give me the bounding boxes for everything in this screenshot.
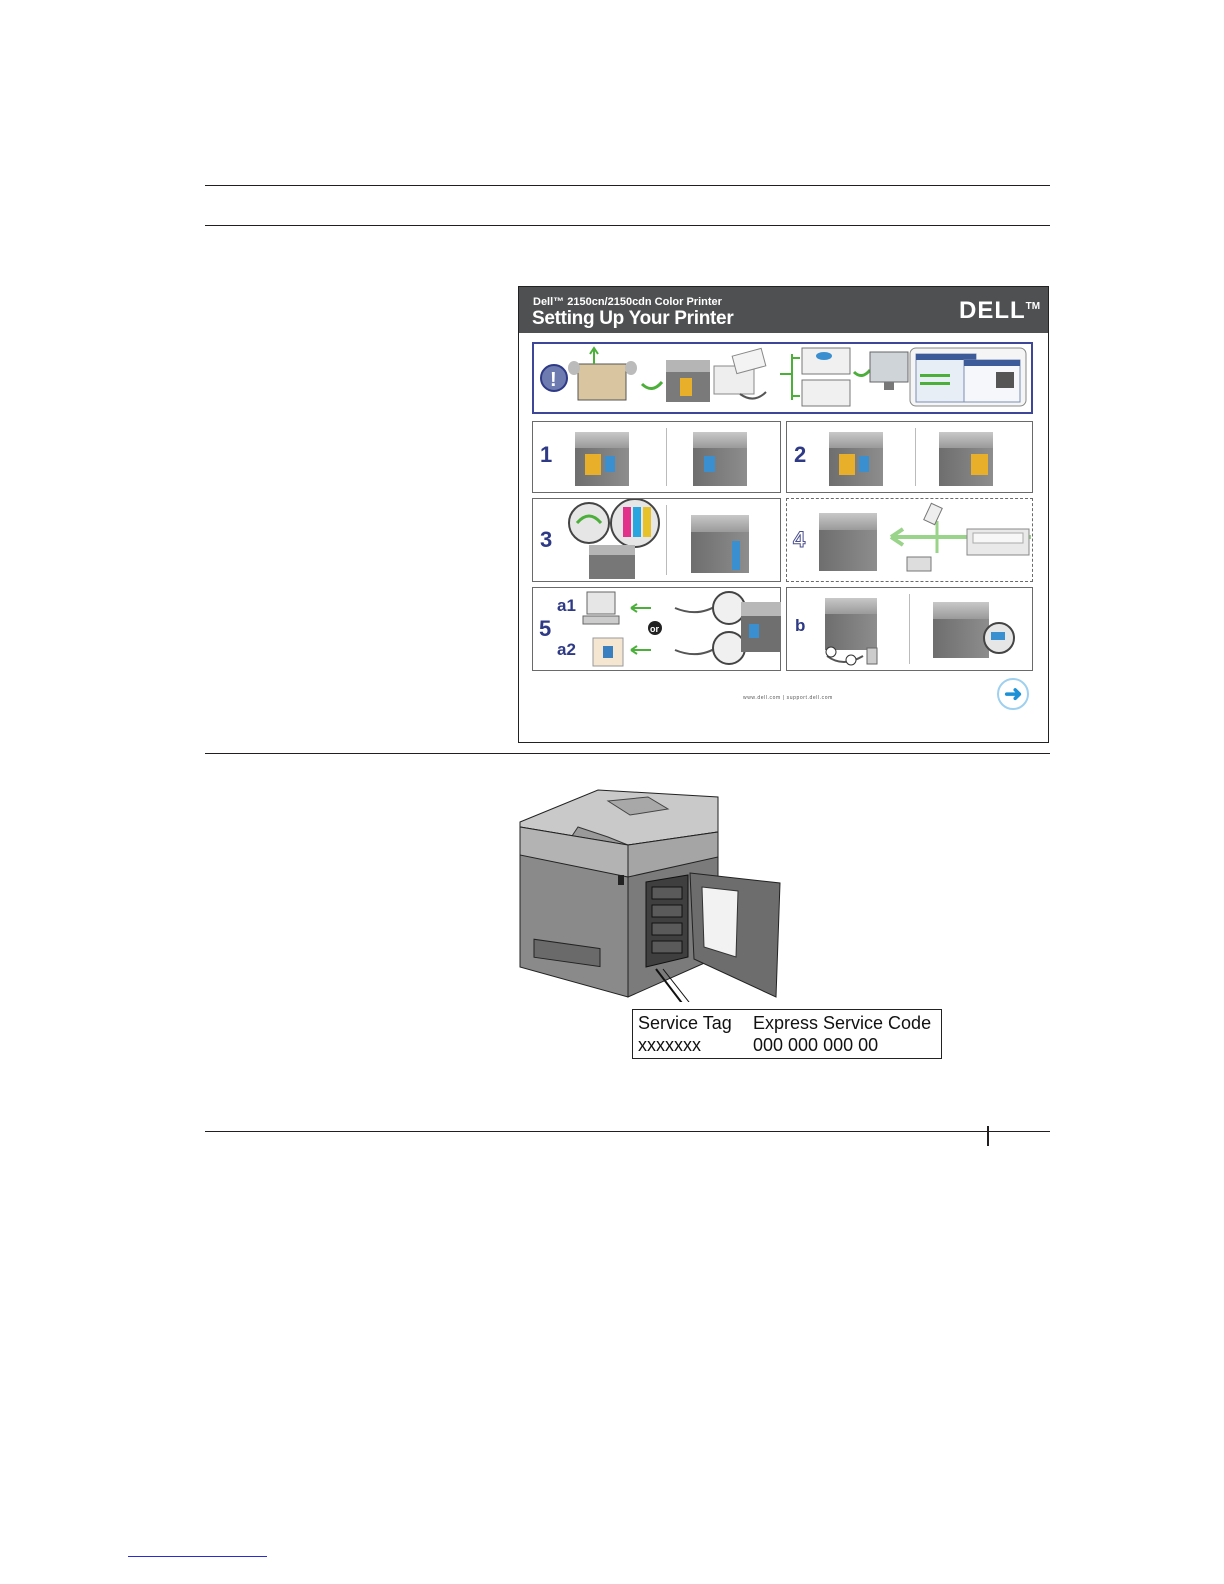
rule-top [205, 185, 1050, 186]
toner-install-illustration [567, 499, 677, 581]
step-5-number: 5 [539, 616, 552, 641]
rule-header-bottom [205, 225, 1050, 226]
step-b-label: b [795, 616, 806, 635]
svg-text:!: ! [550, 369, 557, 391]
footer-link-underline[interactable] [128, 1556, 267, 1557]
step-4-panel [786, 498, 1033, 582]
poster-title: Setting Up Your Printer [532, 308, 734, 329]
step-3-panel [532, 498, 781, 582]
service-tag-label [632, 1009, 942, 1059]
rule-mid [205, 753, 1050, 754]
printer-icon [933, 602, 989, 658]
printer-service-tag-illustration [518, 787, 782, 1002]
setup-poster-image [518, 286, 1049, 743]
express-service-code-value: 000 000 000 00 [753, 1035, 879, 1055]
rule-bottom [205, 1131, 1050, 1132]
page-number-marker [987, 1126, 989, 1146]
or-label: or [650, 624, 659, 634]
power-switch-icon [983, 622, 1015, 654]
poster-url: www.dell.com | support.dell.com [743, 695, 833, 701]
printer-icon [693, 432, 747, 486]
service-tag-value: xxxxxxx [638, 1035, 701, 1055]
printer-icon [575, 432, 629, 486]
step-1-number: 1 [540, 442, 553, 467]
overview-illustration [534, 344, 1031, 412]
step-2-number: 2 [794, 442, 807, 467]
options-illustration [881, 501, 1031, 581]
printer-icon [819, 513, 877, 571]
express-service-code-heading: Express Service Code [753, 1013, 932, 1033]
overview-panel [532, 342, 1033, 414]
arrow-right-icon: ➜ [997, 678, 1029, 710]
connection-illustration [579, 588, 787, 670]
step-5a-panel [532, 587, 781, 671]
dell-logo: DELL™ [959, 297, 1041, 324]
poster-header [519, 287, 1048, 333]
printer-icon [691, 515, 749, 573]
step-5b-panel [786, 587, 1033, 671]
step-4-number: 4 [793, 527, 806, 552]
printer-icon [829, 432, 883, 486]
step-1-panel [532, 421, 781, 493]
poster-product-name: Dell™ 2150cn/2150cdn Color Printer [533, 296, 722, 308]
step-2-panel [786, 421, 1033, 493]
printer-icon [939, 432, 993, 486]
power-cable-illustration [823, 642, 883, 670]
step-3-number: 3 [540, 527, 553, 552]
step-a1-label: a1 [557, 596, 576, 615]
service-tag-heading: Service Tag [638, 1013, 732, 1033]
step-a2-label: a2 [557, 640, 576, 659]
